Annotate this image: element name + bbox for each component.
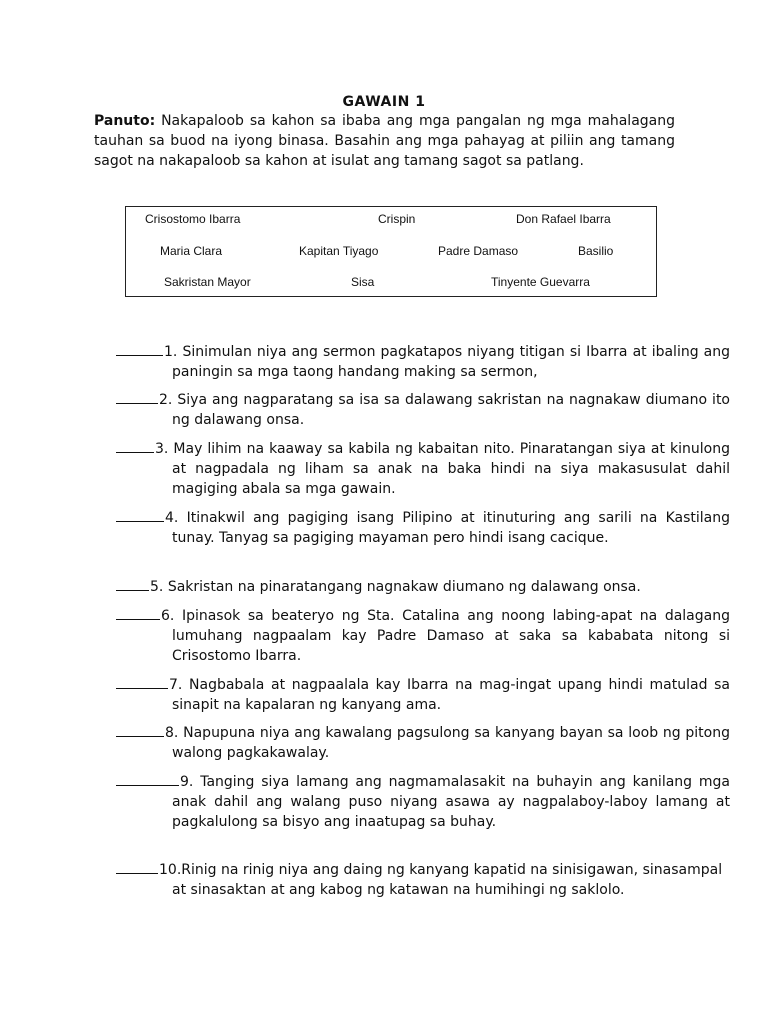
question-text: Napupuna niya ang kawalang pagsulong sa kanyang bayan sa loob ng pitong walong pagkakawalay. — [172, 725, 730, 761]
question-item — [116, 772, 730, 832]
question-item — [116, 577, 730, 597]
question-number: 10. — [159, 862, 182, 878]
choice-name: Tinyente Guevarra — [491, 275, 590, 289]
question-number: 9. — [180, 774, 194, 790]
answer-blank[interactable] — [116, 860, 158, 874]
choice-name: Sisa — [351, 275, 375, 289]
choice-name: Maria Clara — [160, 244, 223, 258]
answer-blank[interactable] — [116, 577, 149, 591]
directions-text: Nakapaloob sa kahon sa ibaba ang mga pangalan ng mga mahalagang tauhan sa buod na iyong binasa. Basahin ang mga pahayag at piliin ang tamang sagot na nakapaloob sa kahon at isulat ang tamang sagot sa patlang. — [94, 113, 675, 169]
choice-name: Don Rafael Ibarra — [516, 212, 611, 226]
question-text: May lihim na kaaway sa kabila ng kabaitan nito. Pinaratangan siya at kinulong at nagpadala ng liham sa anak na baka hindi na siya makasusulat dahil magiging abala sa mga gawain. — [172, 441, 730, 497]
question-item — [116, 342, 730, 382]
answer-blank[interactable] — [116, 606, 160, 620]
question-text: Rinig na rinig niya ang daing ng kanyang kapatid na sinisigawan, sinasampal at sinasaktan at ang kabog ng katawan na humihingi ng saklolo. — [172, 862, 723, 898]
question-item — [116, 508, 730, 548]
answer-blank[interactable] — [116, 390, 158, 404]
question-number: 6. — [161, 608, 175, 624]
choice-name: Crisostomo Ibarra — [145, 212, 241, 226]
name-choices-box — [125, 206, 657, 297]
question-item — [116, 439, 730, 499]
choice-name: Padre Damaso — [438, 244, 519, 258]
question-text: Nagbabala at nagpaalala kay Ibarra na mag-ingat upang hindi matulad sa sinapit na kapalaran ng kanyang ama. — [172, 677, 731, 713]
choice-name: Kapitan Tiyago — [299, 244, 379, 258]
answer-blank[interactable] — [116, 772, 179, 786]
answer-blank[interactable] — [116, 508, 164, 522]
worksheet-title: GAWAIN 1 — [342, 94, 426, 110]
question-text: Sakristan na pinaratangang nagnakaw diumano ng dalawang onsa. — [167, 579, 641, 595]
answer-blank[interactable] — [116, 675, 168, 689]
question-item — [116, 675, 730, 715]
question-number: 7. — [169, 677, 183, 693]
question-item — [116, 606, 730, 666]
choice-name: Basilio — [578, 244, 614, 258]
question-item — [116, 860, 730, 900]
choice-name: Crispin — [378, 212, 416, 226]
question-text: Ipinasok sa beateryo ng Sta. Catalina ang noong labing-apat na dalagang lumuhang nagpaalam kay Padre Damaso at saka sa kababata nitong si Crisostomo Ibarra. — [172, 608, 730, 664]
question-item — [116, 390, 730, 430]
directions — [94, 111, 675, 171]
choice-name: Sakristan Mayor — [164, 275, 251, 289]
directions-label: Panuto: — [94, 113, 156, 129]
question-item — [116, 723, 730, 763]
answer-blank[interactable] — [116, 439, 154, 453]
question-number: 8. — [165, 725, 179, 741]
question-number: 3. — [155, 441, 169, 457]
answer-blank[interactable] — [116, 723, 164, 737]
question-text: Tanging siya lamang ang nagmamalasakit na buhayin ang kanilang mga anak dahil ang walang puso niyang asawa ay nagpalaboy-laboy lamang at pagkalulong sa bisyo ang inaatupag sa buhay. — [172, 774, 730, 830]
question-text: Sinimulan niya ang sermon pagkatapos niyang titigan si Ibarra at ibaling ang paningin sa mga taong handang making sa sermon, — [172, 344, 731, 380]
question-number: 2. — [159, 392, 173, 408]
question-number: 1. — [164, 344, 178, 360]
question-text: Siya ang nagparatang sa isa sa dalawang sakristan na nagnakaw diumano ito ng dalawang onsa. — [172, 392, 730, 428]
question-text: Itinakwil ang pagiging isang Pilipino at itinuturing ang sarili na Kastilang tunay. Tanyag sa pagiging mayaman pero hindi isang cacique. — [172, 510, 731, 546]
answer-blank[interactable] — [116, 342, 163, 356]
question-number: 4. — [165, 510, 179, 526]
question-number: 5. — [150, 579, 164, 595]
